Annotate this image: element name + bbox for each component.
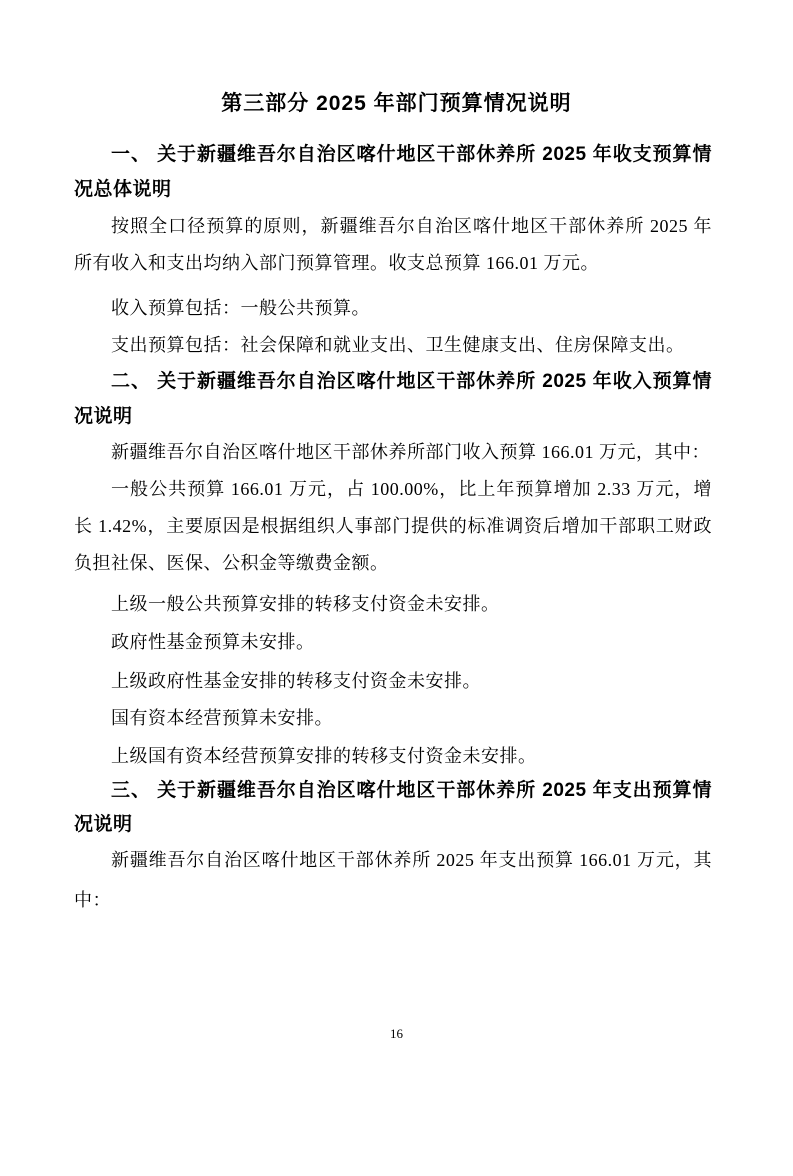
- section-2-heading: 二、 关于新疆维吾尔自治区喀什地区干部休养所 2025 年收入预算情况说明: [74, 371, 712, 427]
- section-2-paragraph-transfer-general: 上级一般公共预算安排的转移支付资金未安排。: [111, 594, 500, 614]
- document-title: 第三部分 2025 年部门预算情况说明: [221, 92, 572, 115]
- section-1-heading: 一、 关于新疆维吾尔自治区喀什地区干部休养所 2025 年收支预算情况总体说明: [74, 144, 712, 200]
- section-3-heading: 三、 关于新疆维吾尔自治区喀什地区干部休养所 2025 年支出预算情况说明: [74, 780, 712, 835]
- section-2-paragraph-state-capital: 国有资本经营预算未安排。: [111, 708, 333, 728]
- section-3-paragraph-expense-total: 新疆维吾尔自治区喀什地区干部休养所 2025 年支出预算 166.01 万元，其中：: [74, 850, 712, 910]
- section-2-paragraph-transfer-state-capital: 上级国有资本经营预算安排的转移支付资金未安排。: [111, 746, 537, 766]
- section-1-paragraph-income-scope: 收入预算包括：一般公共预算。: [111, 298, 370, 318]
- section-1-paragraph-overview: 按照全口径预算的原则，新疆维吾尔自治区喀什地区干部休养所 2025 年所有收入和支出均纳入部门预算管理。收支总预算 166.01 万元。: [74, 216, 712, 273]
- section-2-paragraph-income-total: 新疆维吾尔自治区喀什地区干部休养所部门收入预算 166.01 万元，其中：: [111, 442, 710, 462]
- page-number: 16: [390, 1026, 403, 1041]
- section-2-paragraph-gov-fund: 政府性基金预算未安排。: [111, 632, 315, 652]
- section-2-paragraph-transfer-gov-fund: 上级政府性基金安排的转移支付资金未安排。: [111, 671, 481, 691]
- section-2-paragraph-general-budget: 一般公共预算 166.01 万元，占 100.00%，比上年预算增加 2.33 万元，增长 1.42%，主要原因是根据组织人事部门提供的标准调资后增加干部职工财政负担社保、医保、公积金等缴费金额。: [74, 479, 712, 573]
- section-1-paragraph-expense-scope: 支出预算包括：社会保障和就业支出、卫生健康支出、住房保障支出。: [111, 335, 685, 355]
